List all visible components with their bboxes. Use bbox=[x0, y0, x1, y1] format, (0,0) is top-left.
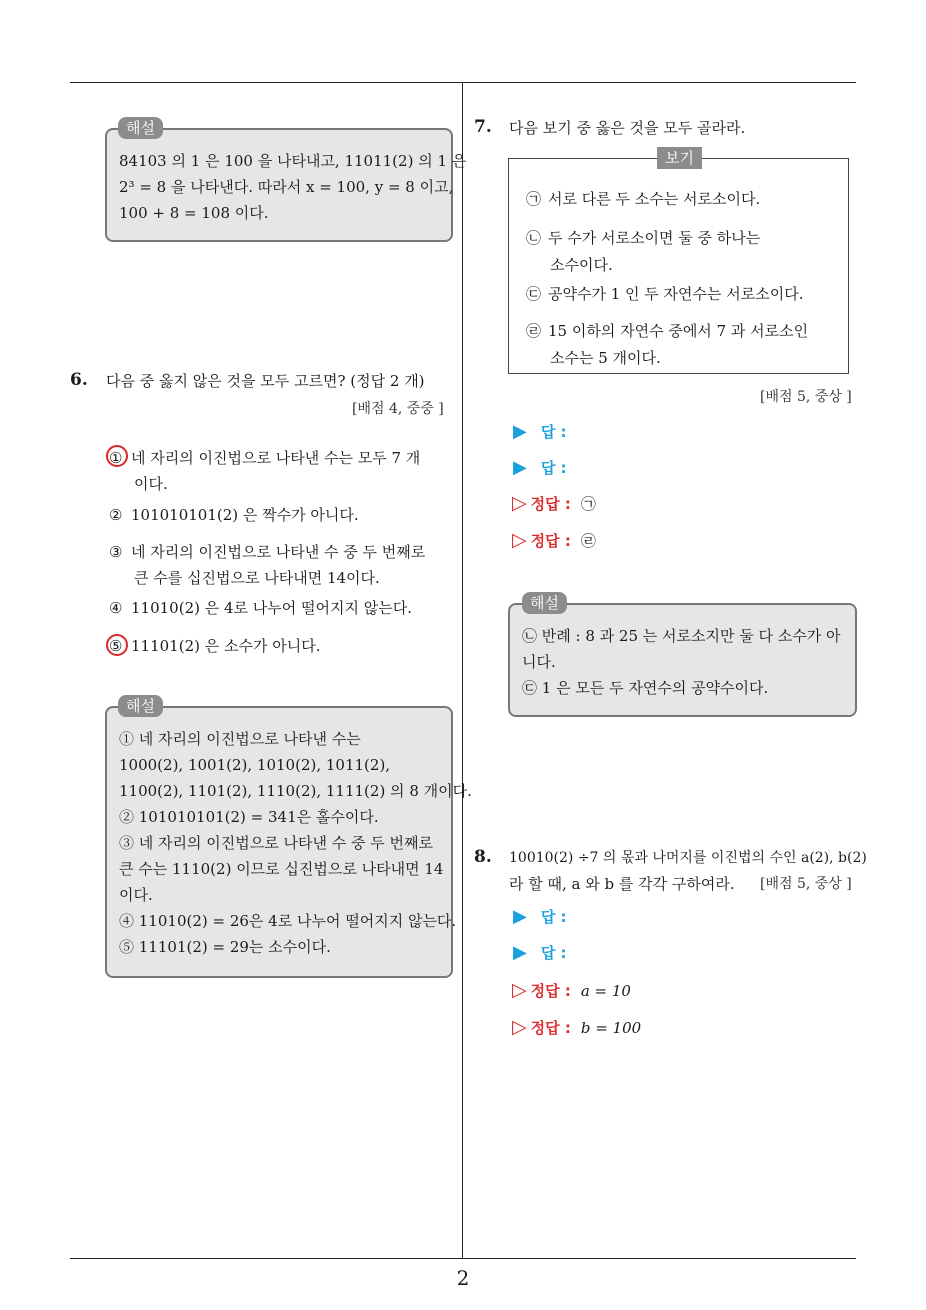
option-text: 11010(2) 은 4로 나누어 떨어지지 않는다. bbox=[131, 599, 412, 617]
correct-label: 정답 : bbox=[530, 1019, 571, 1037]
bogi-text: 소수는 5 개이다. bbox=[550, 349, 661, 367]
q7-explanation-box bbox=[508, 603, 857, 717]
triangle-outline-icon: ▷ bbox=[512, 979, 527, 1001]
explanation-line: 큰 수는 1110(2) 이므로 십진법으로 나타내면 14 bbox=[119, 860, 444, 878]
explanation-line: 84103 의 1 은 100 을 나타내고, 11011(2) 의 1 은 bbox=[119, 152, 467, 170]
bogi-tab: 보기 bbox=[657, 147, 702, 169]
bottom-rule bbox=[70, 1258, 856, 1259]
q6-explanation-box bbox=[105, 706, 472, 978]
explanation-box-prev bbox=[105, 128, 467, 242]
explanation-tab: 해설 bbox=[118, 695, 163, 717]
explanation-line: ① 네 자리의 이진법으로 나타낸 수는 bbox=[119, 730, 361, 748]
option-text: 이다. bbox=[134, 475, 168, 493]
q6-option-3 bbox=[109, 539, 425, 591]
q7-correct-row-2 bbox=[512, 529, 596, 551]
explanation-line: 1000(2), 1001(2), 1010(2), 1011(2), bbox=[119, 756, 391, 774]
explanation-tab: 해설 bbox=[118, 117, 163, 139]
option-mark: ② bbox=[109, 506, 123, 524]
bogi-item-2 bbox=[526, 225, 760, 279]
correct-value: ㉠ bbox=[580, 495, 596, 513]
correct-value: ㉣ bbox=[580, 532, 596, 550]
bogi-item-3 bbox=[526, 281, 804, 308]
question-6-points: [배점 4, 중중 ] bbox=[352, 401, 444, 417]
bogi-mark: ㉣ bbox=[526, 322, 542, 340]
q8-correct-row-2 bbox=[512, 1016, 641, 1038]
play-icon: ▶ bbox=[513, 457, 527, 478]
option-text: 큰 수를 십진법으로 나타내면 14이다. bbox=[134, 569, 380, 587]
bogi-mark: ㉡ bbox=[526, 229, 542, 247]
explanation-line: ③ 네 자리의 이진법으로 나타낸 수 중 두 번째로 bbox=[119, 834, 433, 852]
option-text: 네 자리의 이진법으로 나타낸 수는 모두 7 개 bbox=[131, 449, 421, 467]
correct-label: 정답 : bbox=[530, 532, 571, 550]
explanation-line: 1100(2), 1101(2), 1110(2), 1111(2) 의 8 개이다. bbox=[119, 782, 472, 800]
question-8-line-1: 10010(2) ÷7 의 몫과 나머지를 이진법의 수인 a(2), b(2) bbox=[509, 850, 867, 866]
question-8-points: [배점 5, 중상 ] bbox=[760, 876, 852, 892]
bogi-item-4 bbox=[526, 318, 808, 372]
bogi-text: 15 이하의 자연수 중에서 7 과 서로소인 bbox=[548, 322, 809, 340]
top-rule bbox=[70, 82, 856, 83]
question-7-points: [배점 5, 중상 ] bbox=[760, 389, 852, 405]
column-divider bbox=[462, 83, 463, 1259]
q7-answer-row-1 bbox=[513, 421, 567, 442]
q7-answer-row-2 bbox=[513, 457, 567, 478]
explanation-line: ⑤ 11101(2) = 29는 소수이다. bbox=[119, 938, 331, 956]
q7-correct-row-1 bbox=[512, 492, 596, 514]
play-icon: ▶ bbox=[513, 421, 527, 442]
explanation-line: 니다. bbox=[522, 653, 556, 671]
page-number: 2 bbox=[456, 1266, 470, 1290]
explanation-line: ㉡ 반례 : 8 과 25 는 서로소지만 둘 다 소수가 아 bbox=[522, 627, 841, 645]
correct-label: 정답 : bbox=[530, 982, 571, 1000]
bogi-text: 두 수가 서로소이면 둘 중 하나는 bbox=[548, 229, 761, 247]
option-text: 101010101(2) 은 짝수가 아니다. bbox=[131, 506, 359, 524]
bogi-text: 소수이다. bbox=[550, 256, 613, 274]
triangle-outline-icon: ▷ bbox=[512, 1016, 527, 1038]
explanation-line: 2³ = 8 을 나타낸다. 따라서 x = 100, y = 8 이고, bbox=[119, 178, 454, 196]
bogi-item-1 bbox=[526, 186, 760, 213]
explanation-line: 이다. bbox=[119, 886, 153, 904]
answer-label: 답 : bbox=[540, 423, 567, 441]
correct-value: a = 10 bbox=[580, 982, 631, 1000]
question-8-number: 8. bbox=[474, 847, 492, 867]
triangle-outline-icon: ▷ bbox=[512, 529, 527, 551]
option-text: 네 자리의 이진법으로 나타낸 수 중 두 번째로 bbox=[131, 543, 426, 561]
q6-option-2 bbox=[109, 502, 359, 528]
q8-answer-row-2 bbox=[513, 942, 567, 963]
bogi-mark: ㉠ bbox=[526, 190, 542, 208]
answer-label: 답 : bbox=[540, 944, 567, 962]
q6-option-5 bbox=[109, 633, 320, 659]
explanation-tab: 해설 bbox=[522, 592, 567, 614]
answer-label: 답 : bbox=[540, 459, 567, 477]
bogi-text: 공약수가 1 인 두 자연수는 서로소이다. bbox=[548, 285, 804, 303]
play-icon: ▶ bbox=[513, 942, 527, 963]
option-mark: ③ bbox=[109, 543, 123, 561]
option-text: 11101(2) 은 소수가 아니다. bbox=[131, 637, 321, 655]
explanation-line: 100 + 8 = 108 이다. bbox=[119, 204, 269, 222]
explanation-line: ④ 11010(2) = 26은 4로 나누어 떨어지지 않는다. bbox=[119, 912, 457, 930]
q6-option-4 bbox=[109, 595, 412, 621]
play-icon: ▶ bbox=[513, 906, 527, 927]
triangle-outline-icon: ▷ bbox=[512, 492, 527, 514]
question-6-text: 다음 중 옳지 않은 것을 모두 고르면? (정답 2 개) bbox=[106, 372, 425, 390]
option-mark: ① bbox=[109, 449, 123, 467]
q6-option-1 bbox=[109, 445, 420, 497]
bogi-text: 서로 다른 두 소수는 서로소이다. bbox=[548, 190, 761, 208]
q8-answer-row-1 bbox=[513, 906, 567, 927]
option-mark: ⑤ bbox=[109, 637, 123, 655]
explanation-line: ㉢ 1 은 모든 두 자연수의 공약수이다. bbox=[522, 679, 769, 697]
q8-correct-row-1 bbox=[512, 979, 631, 1001]
question-8-line-2: 라 할 때, a 와 b 를 각각 구하여라. bbox=[509, 875, 735, 893]
correct-label: 정답 : bbox=[530, 495, 571, 513]
answer-label: 답 : bbox=[540, 908, 567, 926]
bogi-mark: ㉢ bbox=[526, 285, 542, 303]
correct-value: b = 100 bbox=[580, 1019, 642, 1037]
question-6-number: 6. bbox=[70, 370, 88, 390]
question-7-number: 7. bbox=[474, 117, 492, 137]
question-7-text: 다음 보기 중 옳은 것을 모두 골라라. bbox=[509, 119, 746, 137]
option-mark: ④ bbox=[109, 599, 123, 617]
explanation-line: ② 101010101(2) = 341은 홀수이다. bbox=[119, 808, 379, 826]
